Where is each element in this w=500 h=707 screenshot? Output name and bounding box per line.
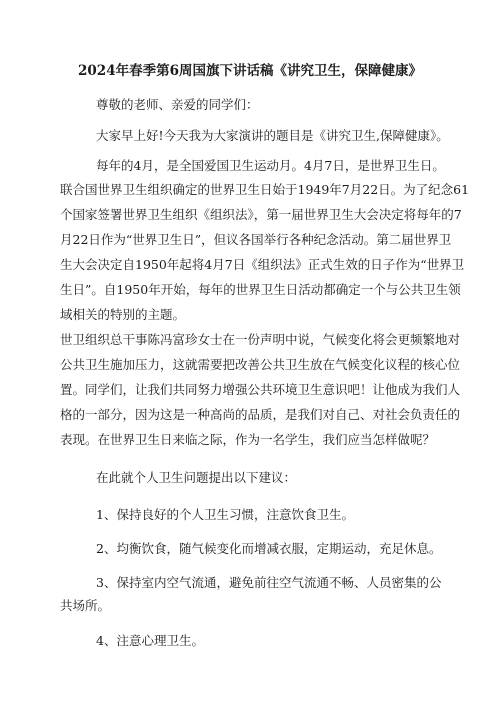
list-item: 1、保持良好的个人卫生习惯，注意饮食卫生。 (96, 507, 354, 522)
paragraph-line: 格的一部分，因为这是一种高尚的品质，是我们对自己、对社会负责任的 (60, 407, 461, 422)
paragraph-line: 域相关的特别的主题。 (60, 307, 186, 322)
paragraph-line: 公共卫生施加压力，这就需要把改善公共卫生放在气候变化议程的核心位 (60, 357, 461, 372)
list-item: 2、均衡饮食，随气候变化而增减衣服，定期运动，充足休息。 (96, 541, 442, 556)
paragraph-line: 生大会决定自1950年起将4月7日《组织法》正式生效的日子作为“世界卫 (60, 257, 465, 272)
intro-line: 大家早上好!今天我为大家演讲的题目是《讲究卫生,保障健康》。 (96, 128, 449, 143)
paragraph-line: 表现。在世界卫生日来临之际，作为一名学生，我们应当怎样做呢？ (60, 432, 436, 447)
greeting: 尊敬的老师、亲爱的同学们： (96, 97, 259, 112)
list-item-continuation: 共场所。 (60, 598, 111, 613)
paragraph-line: 世卫组织总干事陈冯富珍女士在一份声明中说，气候变化将会更频繁地对 (60, 332, 461, 347)
list-item: 3、保持室内空气流通，避免前往空气流通不畅、人员密集的公 (96, 575, 442, 590)
list-item: 4、注意心理卫生。 (96, 633, 204, 648)
document-title: 2024年春季第6周国旗下讲话稿《讲究卫生，保障健康》 (78, 63, 422, 79)
paragraph-line: 置。同学们，让我们共同努力增强公共环境卫生意识吧！让他成为我们人 (60, 382, 461, 397)
paragraph-line: 每年的4月，是全国爱国卫生运动月。4月7日，是世界卫生日。 (96, 158, 445, 173)
paragraph-line: 生日”。自1950年开始，每年的世界卫生日活动都确定一个与公共卫生领 (60, 282, 461, 297)
paragraph-line: 月22日作为“世界卫生日”，但议各国举行各种纪念活动。第二届世界卫 (60, 232, 452, 247)
suggestion-intro: 在此就个人卫生问题提出以下建议： (96, 470, 297, 485)
paragraph-line: 个国家签署世界卫生组织《组织法》，第一届世界卫生大会决定将每年的7 (60, 207, 462, 222)
paragraph-line: 联合国世界卫生组织确定的世界卫生日始于1949年7月22日。为了纪念61 (60, 182, 470, 197)
